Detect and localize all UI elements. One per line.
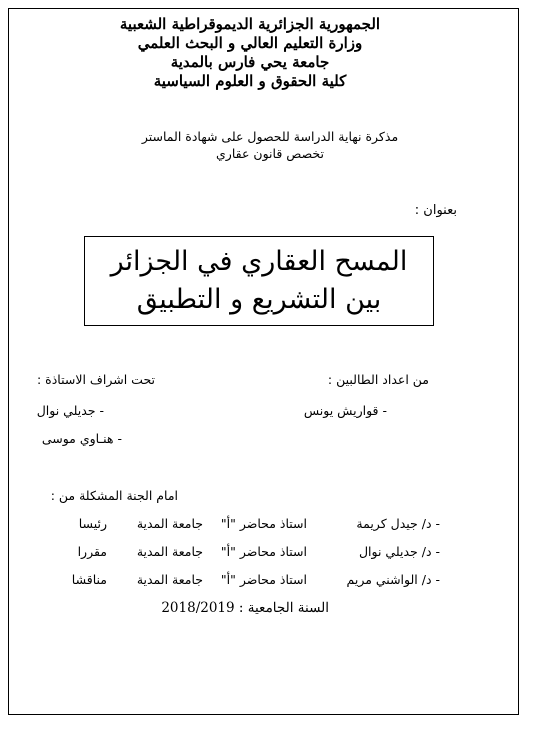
institution-header xyxy=(0,15,500,91)
committee-member-rank: استاذ محاضر "أ" xyxy=(220,516,307,531)
committee-member-university: جامعة المدية xyxy=(136,516,203,531)
ministry-name: وزارة التعليم العالي و البحث العلمي xyxy=(137,34,363,52)
committee-member-role: مقررا xyxy=(77,544,107,559)
university-name: جامعة يحي فارس بالمدية xyxy=(170,53,330,71)
students-label: من اعداد الطالبين : xyxy=(327,372,429,387)
student-item: - قواريش يونس xyxy=(303,403,387,418)
faculty-name: كلية الحقوق و العلوم السياسية xyxy=(153,72,347,90)
republic-name: الجمهورية الجزائرية الديموقراطية الشعبية xyxy=(119,15,381,33)
committee-member-rank: استاذ محاضر "أ" xyxy=(220,572,307,587)
specialization: تخصص قانون عقاري xyxy=(216,146,324,161)
committee-member-rank: استاذ محاضر "أ" xyxy=(220,544,307,559)
committee-member-name: - د/ جديلي نوال xyxy=(358,544,440,559)
committee-member-name: - د/ الواشني مريم xyxy=(346,572,440,587)
committee-member-role: رئيسا xyxy=(78,516,107,531)
thesis-title-box xyxy=(84,236,434,326)
thesis-title-line1: المسح العقاري في الجزائر xyxy=(110,246,408,277)
supervisors-label: تحت اشراف الاستاذة : xyxy=(37,372,155,387)
thesis-title-line2: بين التشريع و التطبيق xyxy=(136,284,382,315)
committee-label: امام الجنة المشكلة من : xyxy=(50,488,178,503)
committee-member-university: جامعة المدية xyxy=(136,572,203,587)
supervisor-item: - هنـاوي موسى xyxy=(41,431,122,446)
thesis-type: مذكرة نهاية الدراسة للحصول على شهادة الماستر xyxy=(141,129,399,144)
supervisor-item: - جديلي نوال xyxy=(36,403,104,418)
title-label: بعنوان : xyxy=(414,203,457,218)
committee-member-role: مناقشا xyxy=(71,572,107,587)
committee-member-name: - د/ جيدل كريمة xyxy=(356,516,440,531)
committee-member-university: جامعة المدية xyxy=(136,544,203,559)
thesis-subtitle xyxy=(0,128,540,162)
academic-year: السنة الجامعية : 2018/2019 xyxy=(161,600,329,616)
